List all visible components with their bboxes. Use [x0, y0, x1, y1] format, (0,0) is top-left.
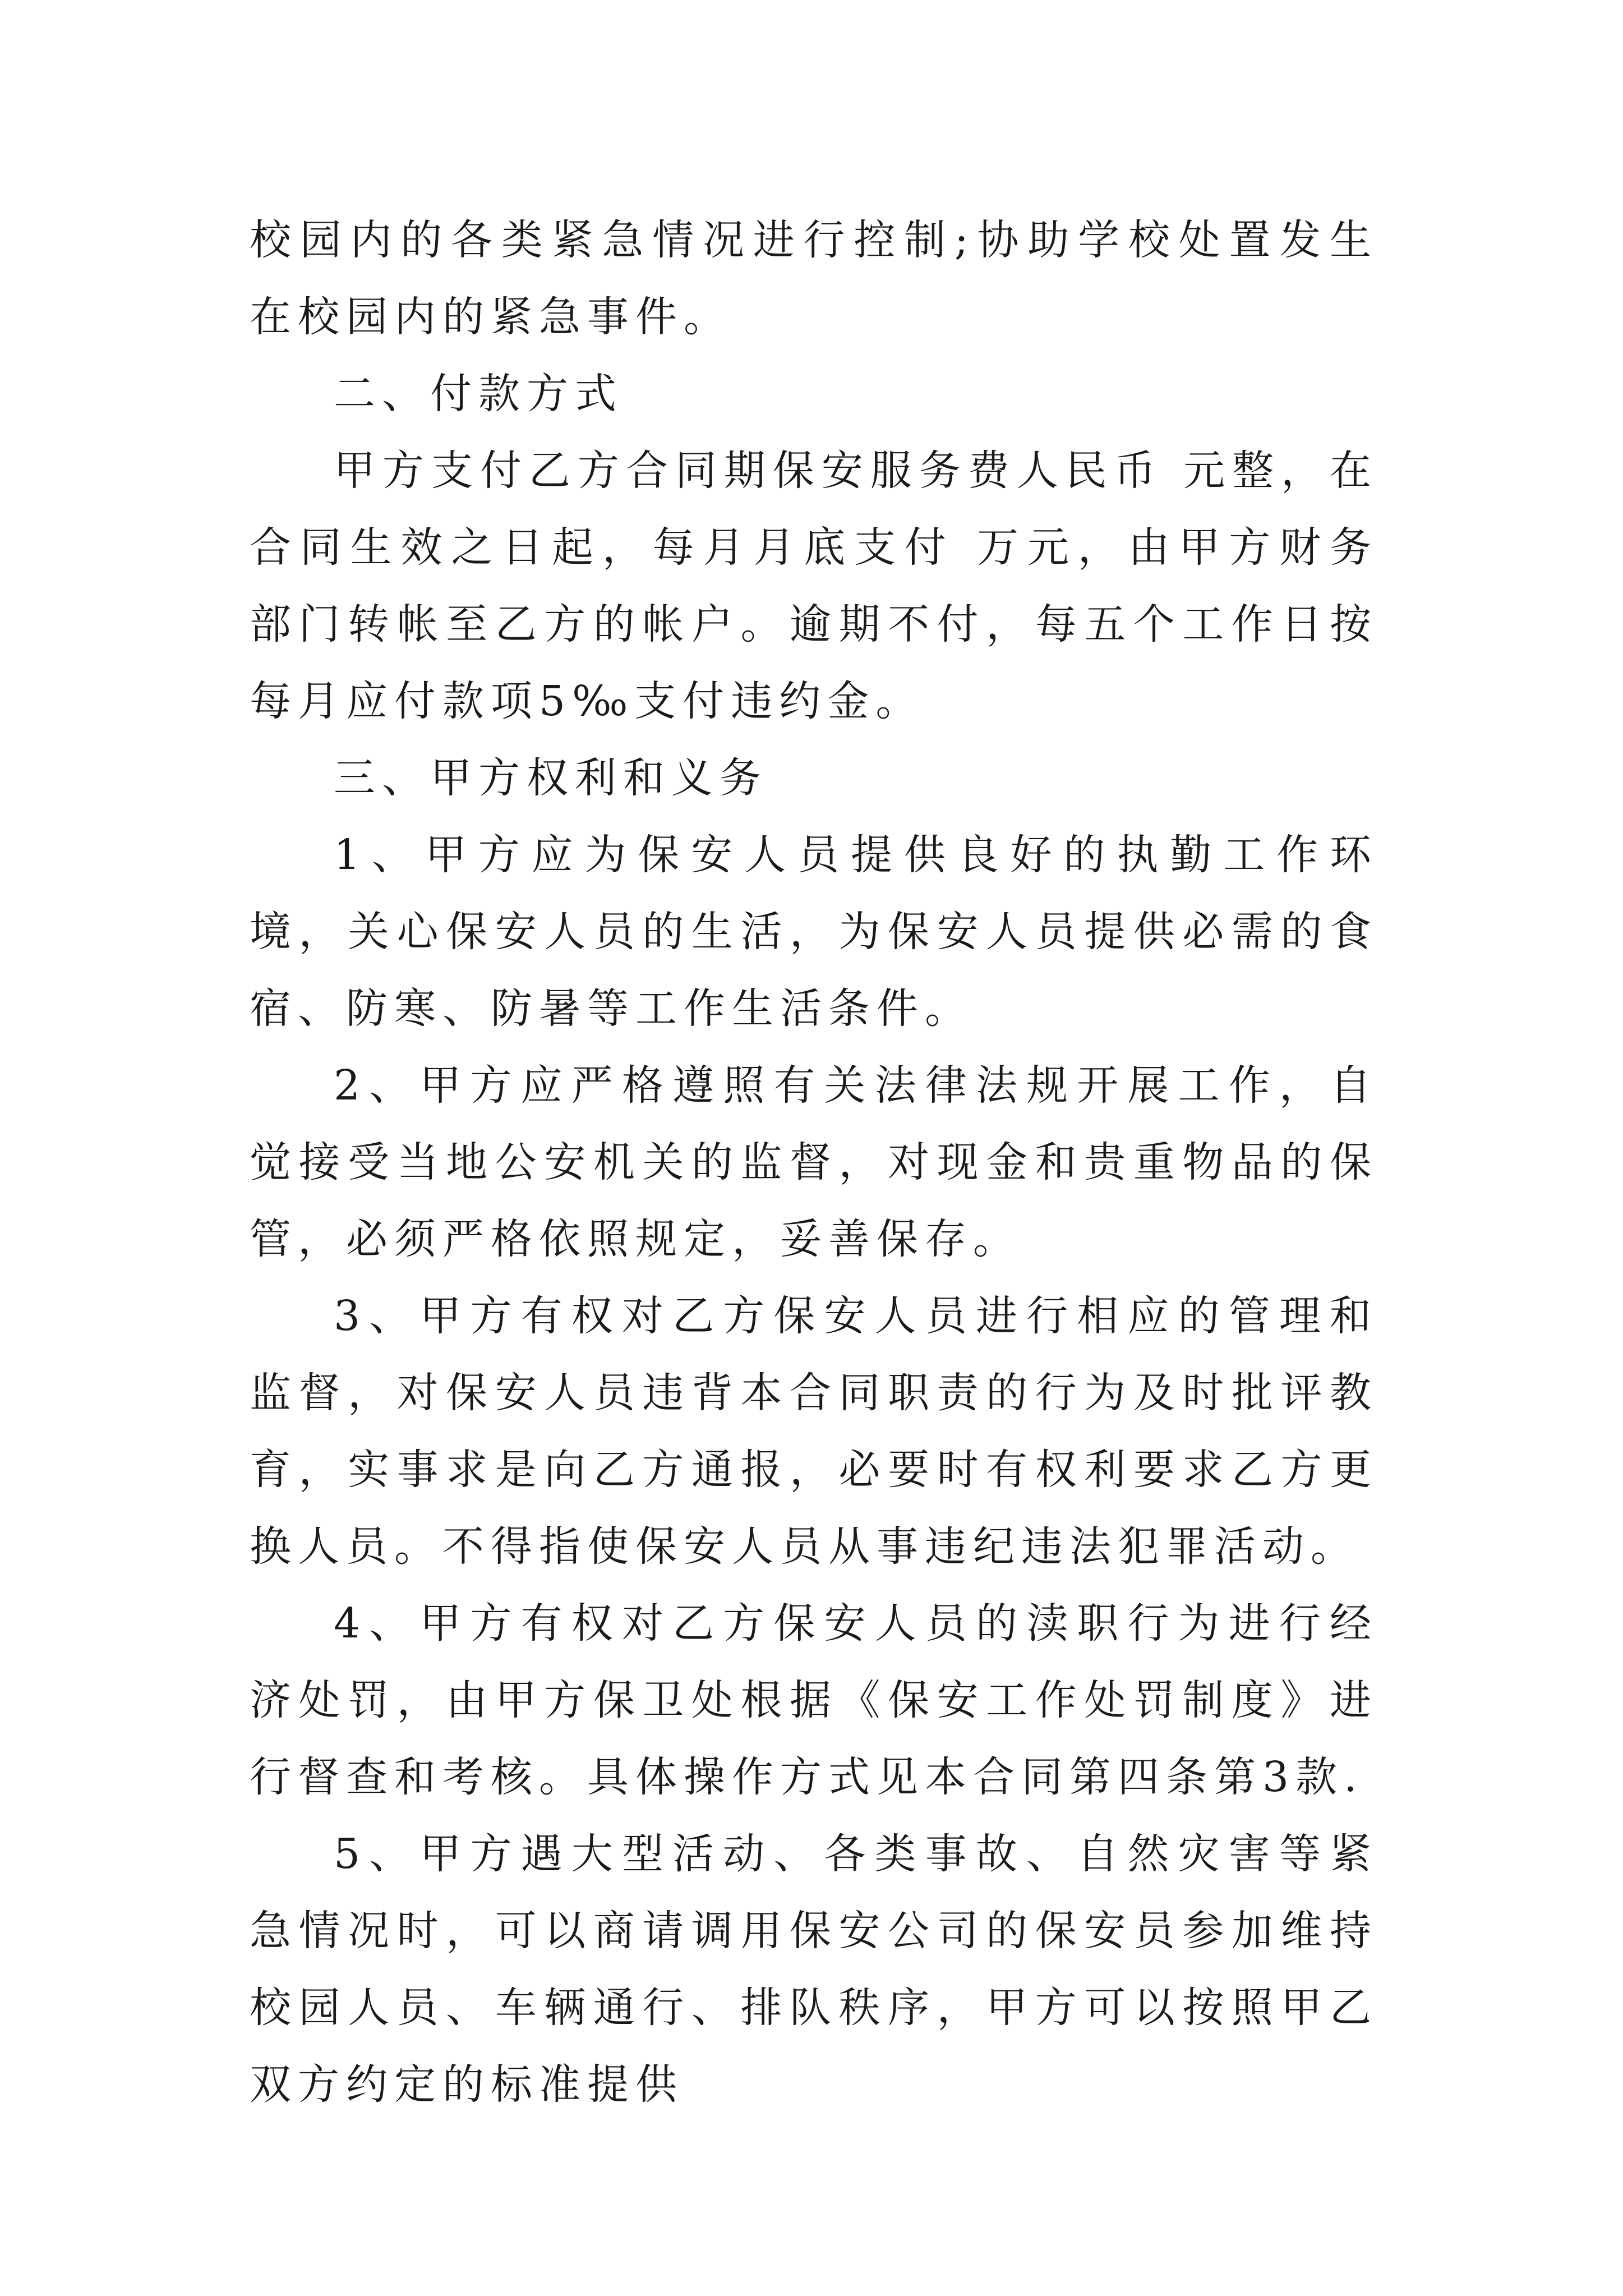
paragraph-continuation: 校园内的各类紧急情况进行控制;协助学校处置发生在校园内的紧急事件。: [250, 216, 1378, 341]
clause-item-5: 5、甲方遇大型活动、各类事故、自然灾害等紧急情况时，可以商请调用保安公司的保安员参加维持校园人员、车辆通行、排队秩序，甲方可以按照甲乙双方约定的标准提供: [250, 1830, 1378, 2109]
contract-body: [250, 202, 1378, 2123]
paragraph-payment-terms: 甲方支付乙方合同期保安服务费人民币 元整，在合同生效之日起，每月月底支付 万元，由甲方财务部门转帐至乙方的帐户。逾期不付，每五个工作日按每月应付款项5‰支付违约金。: [250, 447, 1378, 725]
clause-item-2: 2、甲方应严格遵照有关法律法规开展工作，自觉接受当地公安机关的监督，对现金和贵重物品的保管，必须严格依照规定，妥善保存。: [250, 1061, 1378, 1263]
clause-item-4: 4、甲方有权对乙方保安人员的渎职行为进行经济处罚，由甲方保卫处根据《保安工作处罚制度》进行督查和考核。具体操作方式见本合同第四条第3款.: [250, 1599, 1378, 1801]
clause-item-1: 1、甲方应为保安人员提供良好的执勤工作环境，关心保安人员的生活，为保安人员提供必需的食宿、防寒、防暑等工作生活条件。: [250, 831, 1378, 1033]
section-heading-party-a-rights: 三、甲方权利和义务: [334, 754, 768, 802]
clause-item-3: 3、甲方有权对乙方保安人员进行相应的管理和监督，对保安人员违背本合同职责的行为及时批评教育，实事求是向乙方通报，必要时有权利要求乙方更换人员。不得指使保安人员从事违纪违法犯罪活动。: [250, 1292, 1378, 1571]
section-heading-payment: 二、付款方式: [334, 370, 623, 418]
